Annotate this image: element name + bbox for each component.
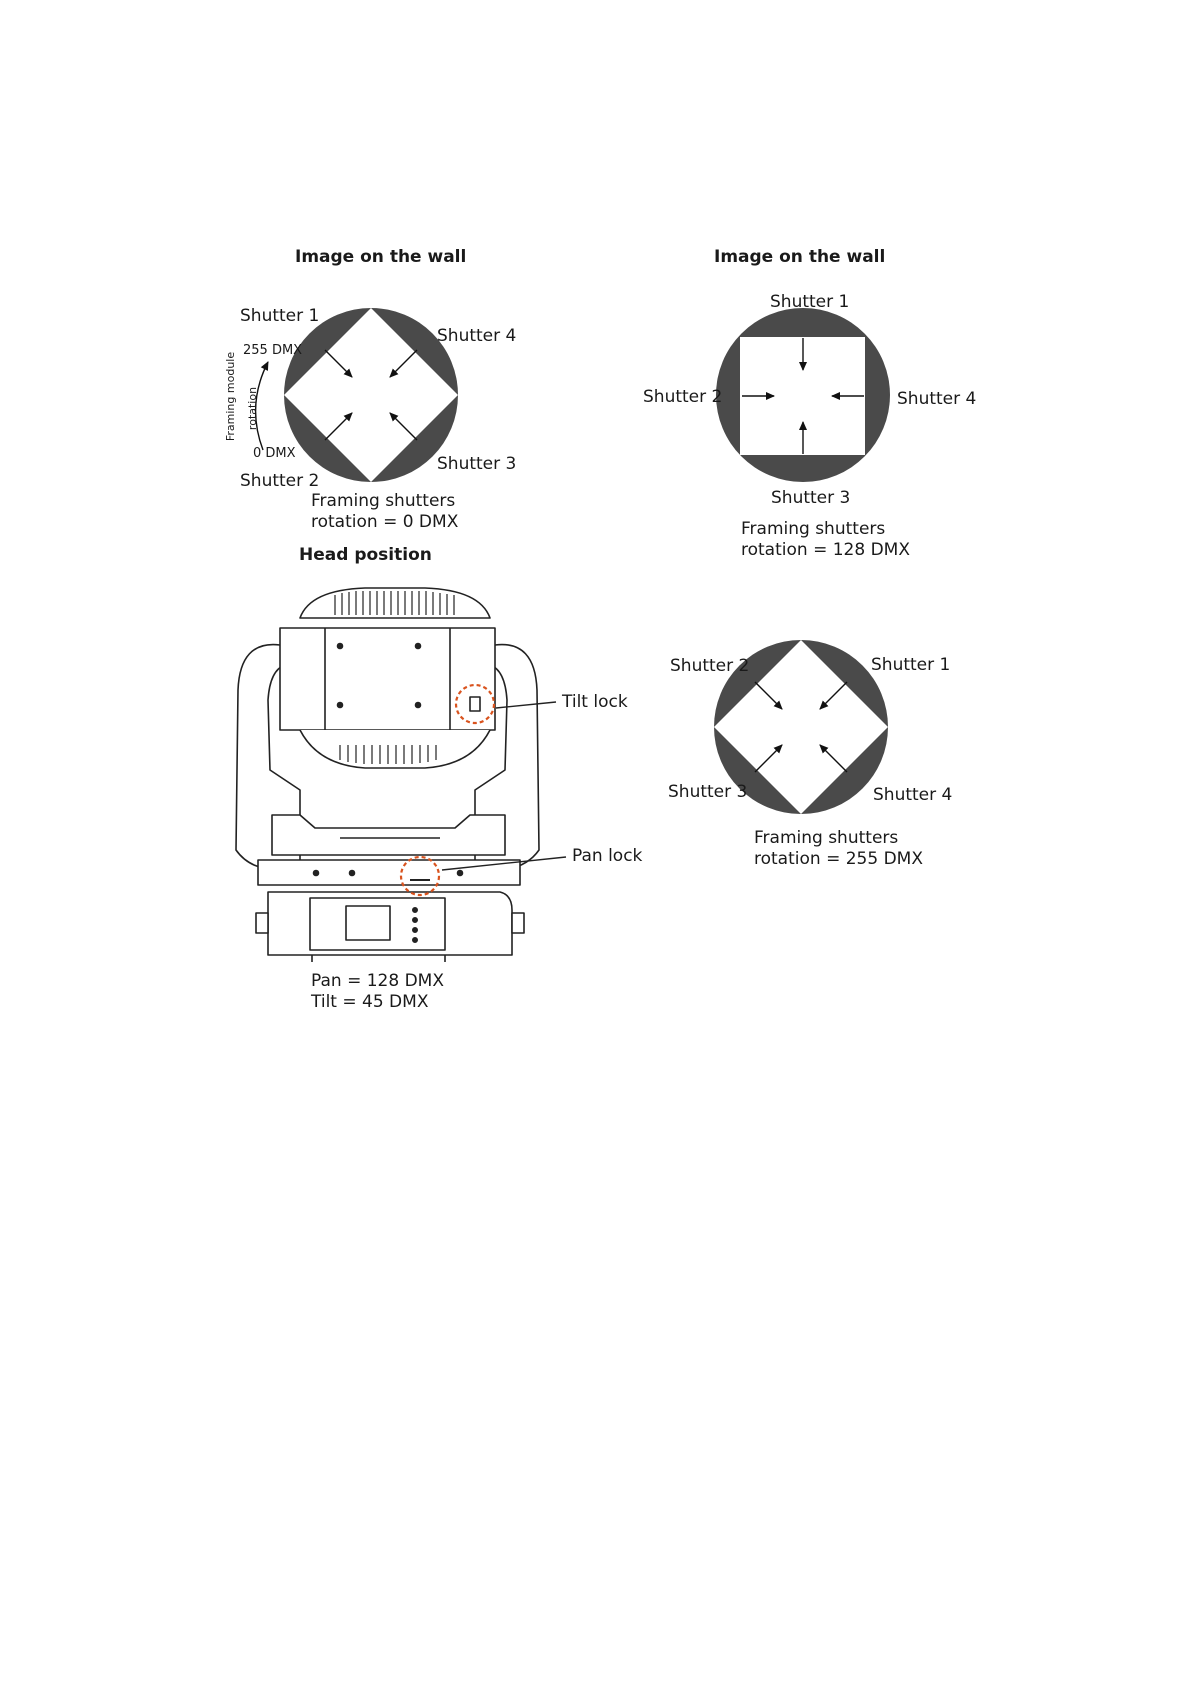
diagram2-title: Image on the wall bbox=[714, 247, 886, 267]
head-caption-line2: Tilt = 45 DMX bbox=[311, 992, 429, 1012]
diagram1-dmx-min-label: 0 DMX bbox=[253, 446, 296, 461]
head-top-cap bbox=[300, 588, 490, 618]
diagram1-caption-line1: Framing shutters bbox=[311, 491, 456, 511]
diagram2-shutter2-label: Shutter 2 bbox=[643, 387, 723, 407]
tilt-lock-knob bbox=[470, 697, 480, 711]
base-handle-left bbox=[256, 913, 268, 933]
moving-head-fixture bbox=[236, 588, 566, 962]
diagram1-rotation-label-1: Framing module bbox=[224, 351, 238, 442]
pan-lock-label: Pan lock bbox=[572, 846, 643, 866]
diagram2-shutter1-label: Shutter 1 bbox=[770, 292, 850, 312]
head-body bbox=[280, 628, 495, 730]
diagram3-caption-line2: rotation = 255 DMX bbox=[754, 849, 923, 869]
projection-diagram-128-dmx bbox=[716, 308, 890, 482]
diagram2-shutter4-label: Shutter 4 bbox=[897, 389, 977, 409]
diagram1-rotation-label-2: rotation bbox=[246, 386, 260, 431]
diagram3-shutter2-label: Shutter 2 bbox=[670, 656, 750, 676]
diagram3-shutter4-label: Shutter 4 bbox=[873, 785, 953, 805]
diagram3-caption-line1: Framing shutters bbox=[754, 828, 899, 848]
diagram1-shutter4-label: Shutter 4 bbox=[437, 326, 517, 346]
diagram1-title: Image on the wall bbox=[295, 247, 467, 267]
tilt-lock-label: Tilt lock bbox=[562, 692, 628, 712]
diagram1-shutter1-label: Shutter 1 bbox=[240, 306, 320, 326]
diagram1-dmx-max-label: 255 DMX bbox=[243, 343, 303, 358]
head-bottom-vent bbox=[300, 730, 490, 768]
diagram2-shutter3-label: Shutter 3 bbox=[771, 488, 851, 508]
diagram2-caption-line1: Framing shutters bbox=[741, 519, 886, 539]
diagram1-shutter2-label: Shutter 2 bbox=[240, 471, 320, 491]
diagram1-shutter3-label: Shutter 3 bbox=[437, 454, 517, 474]
yoke-crossbar bbox=[272, 815, 505, 855]
diagram1-caption-line2: rotation = 0 DMX bbox=[311, 512, 459, 532]
head-caption-line1: Pan = 128 DMX bbox=[311, 971, 444, 991]
diagram3-shutter3-label: Shutter 3 bbox=[668, 782, 748, 802]
diagram3-shutter1-label: Shutter 1 bbox=[871, 655, 951, 675]
diagram2-caption-line2: rotation = 128 DMX bbox=[741, 540, 910, 560]
base-handle-right bbox=[512, 913, 524, 933]
head-position-title: Head position bbox=[299, 545, 432, 565]
yoke-base bbox=[258, 860, 520, 885]
